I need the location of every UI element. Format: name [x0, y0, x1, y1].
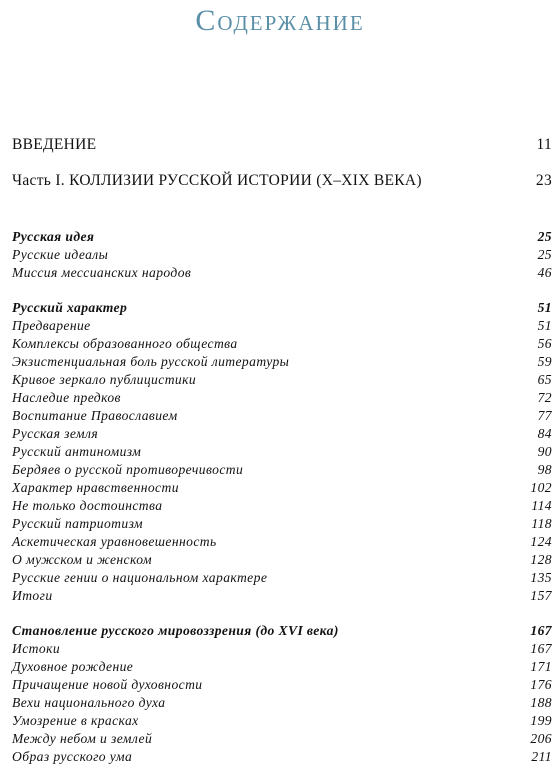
toc-entry-part-one[interactable] [12, 172, 552, 194]
toc-heading-label: Становление русского мировоззрения (до XVI века) [12, 623, 339, 638]
toc-heading-page: 51 [537, 300, 552, 315]
toc-item[interactable] [12, 389, 552, 407]
toc-item-page: 98 [537, 462, 552, 477]
toc-item-label: Умозрение в красках [12, 713, 139, 728]
toc-item[interactable] [12, 551, 552, 569]
toc-item-label: Наследие предков [12, 390, 121, 405]
toc-item-label: Причащение новой духовности [12, 677, 203, 692]
toc-entry-introduction[interactable] [12, 136, 552, 158]
toc-item-label: Образ русского ума [12, 749, 133, 764]
toc-item[interactable] [12, 587, 552, 605]
toc-item[interactable] [12, 676, 552, 694]
toc-item-page: 211 [531, 749, 552, 764]
toc-section-worldview-formation [12, 622, 552, 766]
toc-item-label: Духовное рождение [12, 659, 134, 674]
toc-item-page: 157 [530, 588, 552, 603]
toc-item[interactable] [12, 694, 552, 712]
toc-entry-label: ВВЕДЕНИЕ [12, 136, 97, 153]
toc-item-label: Между небом и землей [12, 731, 153, 746]
toc-item[interactable] [12, 730, 552, 748]
toc-item-page: 65 [537, 372, 552, 387]
toc-item-page: 128 [530, 552, 552, 567]
toc-entry-page: 11 [536, 136, 552, 153]
toc-item-page: 25 [537, 247, 552, 262]
toc-item[interactable] [12, 569, 552, 587]
toc-item-label: Аскетическая уравновешенность [12, 534, 217, 549]
toc-section-heading[interactable] [12, 622, 552, 640]
toc-item-page: 84 [537, 426, 552, 441]
toc-item[interactable] [12, 407, 552, 425]
toc-item[interactable] [12, 748, 552, 766]
toc-item[interactable] [12, 640, 552, 658]
toc-item[interactable] [12, 246, 552, 264]
toc-item-label: Не только достоинства [12, 498, 163, 513]
toc-item-label: Экзистенциальная боль русской литературы [12, 354, 290, 369]
toc-item-page: 176 [530, 677, 552, 692]
toc-item-label: Предварение [12, 318, 91, 333]
toc-item-page: 206 [530, 731, 552, 746]
toc-item-page: 135 [530, 570, 552, 585]
toc-item-label: Русский антиномизм [12, 444, 142, 459]
toc-item-label: Истоки [12, 641, 61, 656]
toc-item-label: Русские идеалы [12, 247, 109, 262]
toc-item[interactable] [12, 515, 552, 533]
page-title: Содержание [195, 4, 365, 37]
toc-section-heading[interactable] [12, 299, 552, 317]
toc-item-page: 51 [537, 318, 552, 333]
toc-item-page: 118 [531, 516, 552, 531]
toc-item-label: Вехи национального духа [12, 695, 166, 710]
toc-item-page: 124 [530, 534, 552, 549]
toc-item[interactable] [12, 712, 552, 730]
toc-item-label: Русские гении о национальном характере [12, 570, 268, 585]
toc-heading-label: Русская идея [12, 229, 95, 244]
toc-item-page: 72 [537, 390, 552, 405]
toc-item-page: 56 [537, 336, 552, 351]
toc-item[interactable] [12, 371, 552, 389]
toc-item-label: Русский патриотизм [12, 516, 144, 531]
toc-item-page: 114 [531, 498, 552, 513]
toc-item-label: Миссия мессианских народов [12, 265, 192, 280]
toc-item[interactable] [12, 479, 552, 497]
toc-section-russian-idea [12, 228, 552, 282]
toc-item[interactable] [12, 264, 552, 282]
toc-item-page: 77 [537, 408, 552, 423]
toc-section-russian-character [12, 299, 552, 605]
toc-item-page: 199 [530, 713, 552, 728]
toc-section-heading[interactable] [12, 228, 552, 246]
toc-item-page: 102 [530, 480, 552, 495]
toc-item-page: 188 [530, 695, 552, 710]
toc-item-label: О мужском и женском [12, 552, 152, 567]
toc-item[interactable] [12, 317, 552, 335]
toc-item-label: Бердяев о русской противоречивости [12, 462, 244, 477]
toc-item-page: 90 [537, 444, 552, 459]
toc-item-page: 167 [530, 641, 552, 656]
toc-heading-label: Русский характер [12, 300, 128, 315]
toc-item[interactable] [12, 443, 552, 461]
toc-item[interactable] [12, 658, 552, 676]
toc-item-label: Русская земля [12, 426, 99, 441]
toc-item[interactable] [12, 533, 552, 551]
toc-entry-label: Часть I. КОЛЛИЗИИ РУССКОЙ ИСТОРИИ (X–XIX ВЕКА) [12, 172, 422, 189]
toc-item[interactable] [12, 497, 552, 515]
toc-item-page: 59 [537, 354, 552, 369]
toc-item-label: Комплексы образованного общества [12, 336, 238, 351]
toc-item-page: 46 [537, 265, 552, 280]
toc-entry-page: 23 [535, 172, 552, 189]
toc-item[interactable] [12, 425, 552, 443]
toc-item[interactable] [12, 461, 552, 479]
toc-item[interactable] [12, 335, 552, 353]
toc-item-label: Кривое зеркало публицистики [12, 372, 197, 387]
toc-item-label: Воспитание Православием [12, 408, 178, 423]
toc-heading-page: 25 [537, 229, 552, 244]
toc-item-label: Характер нравственности [12, 480, 179, 495]
toc-item-page: 171 [530, 659, 552, 674]
toc-item[interactable] [12, 353, 552, 371]
toc-heading-page: 167 [530, 623, 552, 638]
toc-item-label: Итоги [12, 588, 53, 603]
